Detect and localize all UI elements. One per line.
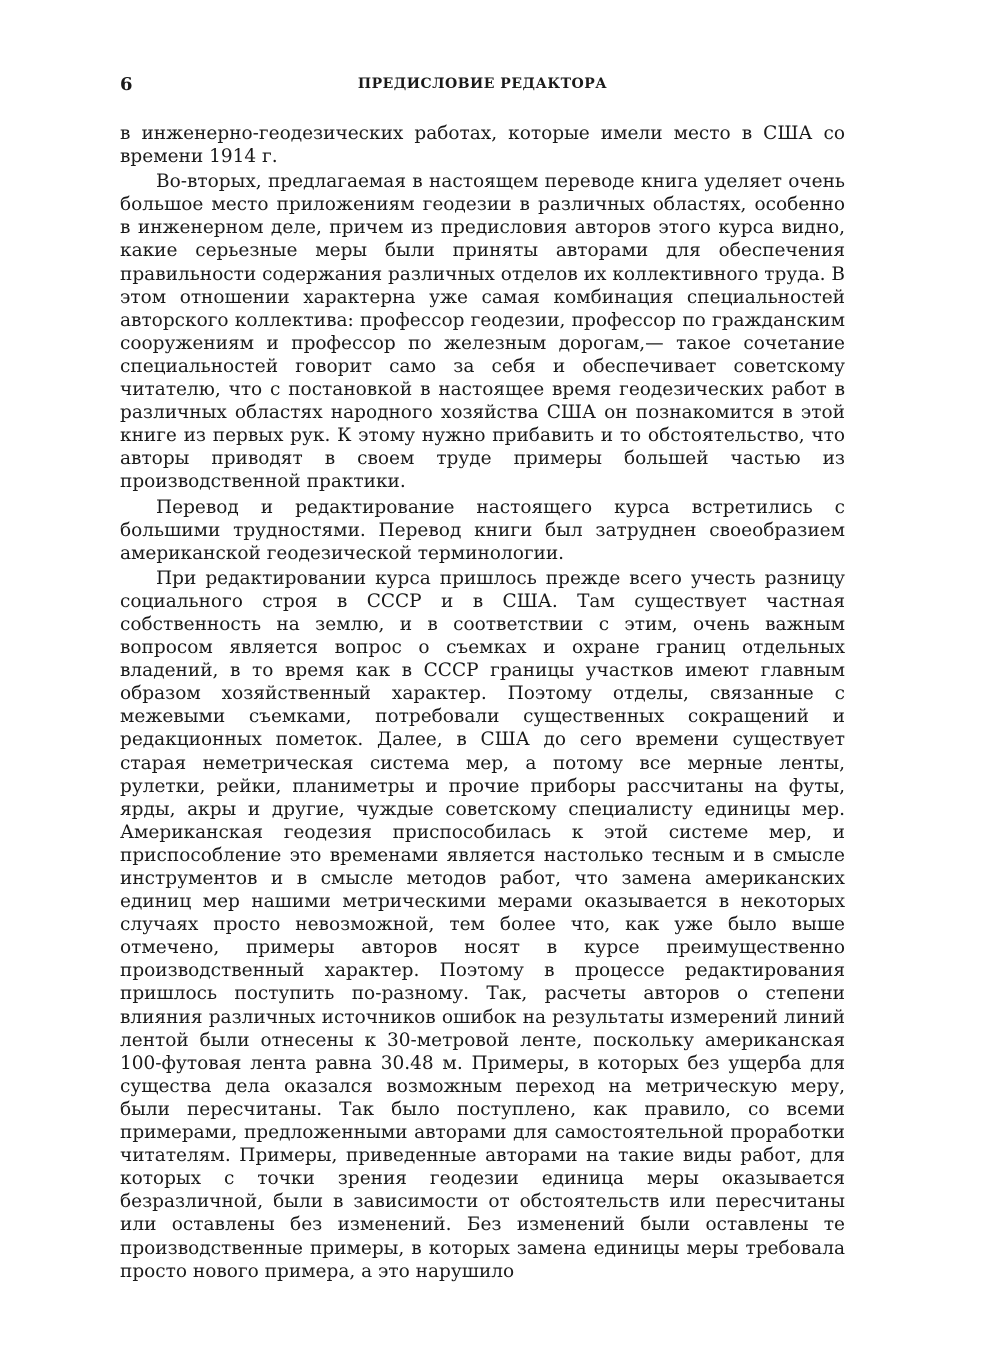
paragraph-translation-difficulties: Перевод и редактирование настоящего курса встретились с большими трудностями. Перевод книги был затруднен своеобразием американской геодезической терминологии. — [120, 496, 845, 564]
paragraph-second-point: Во-вторых, предлагаемая в настоящем переводе книга уделяет очень большое место приложениям геодезии в различных областях, особенно в инженерном деле, причем из предисловия авторов этого курса видно, какие серьезные меры были приняты авторами для обеспечения правильности содержания различных отделов их коллективного труда. В этом отношении характерна уже самая комбинация специальностей авторского коллектива: профессор геодезии, профессор по гражданским сооружениям и профессор по железным дорогам,— такое сочетание специальностей говорит само за себя и обеспечивает советскому читателю, что с постановкой в настоящее время геодезических работ в различных областях народного хозяйства США он познакомится в этой книге из первых рук. К этому нужно прибавить и то обстоятельство, что авторы приводят в своем труде примеры большей частью из производственной практики. — [120, 171, 845, 493]
page-number: 6 — [120, 74, 133, 95]
running-title: ПРЕДИСЛОВИЕ РЕДАКТОРА — [357, 76, 608, 92]
paragraph-editing-notes: При редактировании курса пришлось прежде всего учесть разницу социального строя в СССР и в США. Там существует частная собственность на землю, и в соответствии с этим, очень важным вопросом является вопрос о съемках и охране границ отдельных владений, в то время как в СССР границы участков имеют главным образом хозяйственный характер. Поэтому отделы, связанные с межевыми съемками, потребовали существенных сокращений и редакционных пометок. Далее, в США до сего времени существует старая неметрическая система мер, а потому все мерные ленты, рулетки, рейки, планиметры и прочие приборы рассчитаны на футы, ярды, акры и другие, чуждые советскому специалисту единицы мер. Американская геодезия приспособилась к этой системе мер, и приспособление это временами является настолько тесным и в смысле инструментов и в смысле методов работ, что замена американских единиц мер нашими метрическими мерами оказывается в некоторых случаях просто невозможной, тем более что, как уже было выше отмечено, примеры авторов носят в курсе преимущественно производственный характер. Поэтому в процессе редактирования пришлось поступить по-разному. Так, расчеты авторов о степени влияния различных источников ошибок на результаты измерений линий лентой были отнесены к 30-метровой ленте, поскольку американская 100-футовая лента равна 30.48 м. Примеры, в которых без ущерба для существа дела оказался возможным переход на метрическую меру, были пересчитаны. Так было поступлено, как правило, со всеми примерами, предложенными авторами для самостоятельной проработки читателям. Примеры, приведенные авторами на такие виды работ, для которых с точки зрения геодезии единица меры оказывается безразличной, были в зависимости от обстоятельств или пересчитаны или оставлены без изменений. Без изменений были оставлены те производственные примеры, в которых замена единицы меры требовала просто нового примера, а это нарушило — [120, 567, 845, 1282]
paragraph-continuation: в инженерно-геодезических работах, которые имели место в США со времени 1914 г. — [120, 123, 845, 168]
document-page — [120, 72, 845, 1283]
body-text — [120, 122, 845, 1283]
running-head — [120, 72, 845, 100]
